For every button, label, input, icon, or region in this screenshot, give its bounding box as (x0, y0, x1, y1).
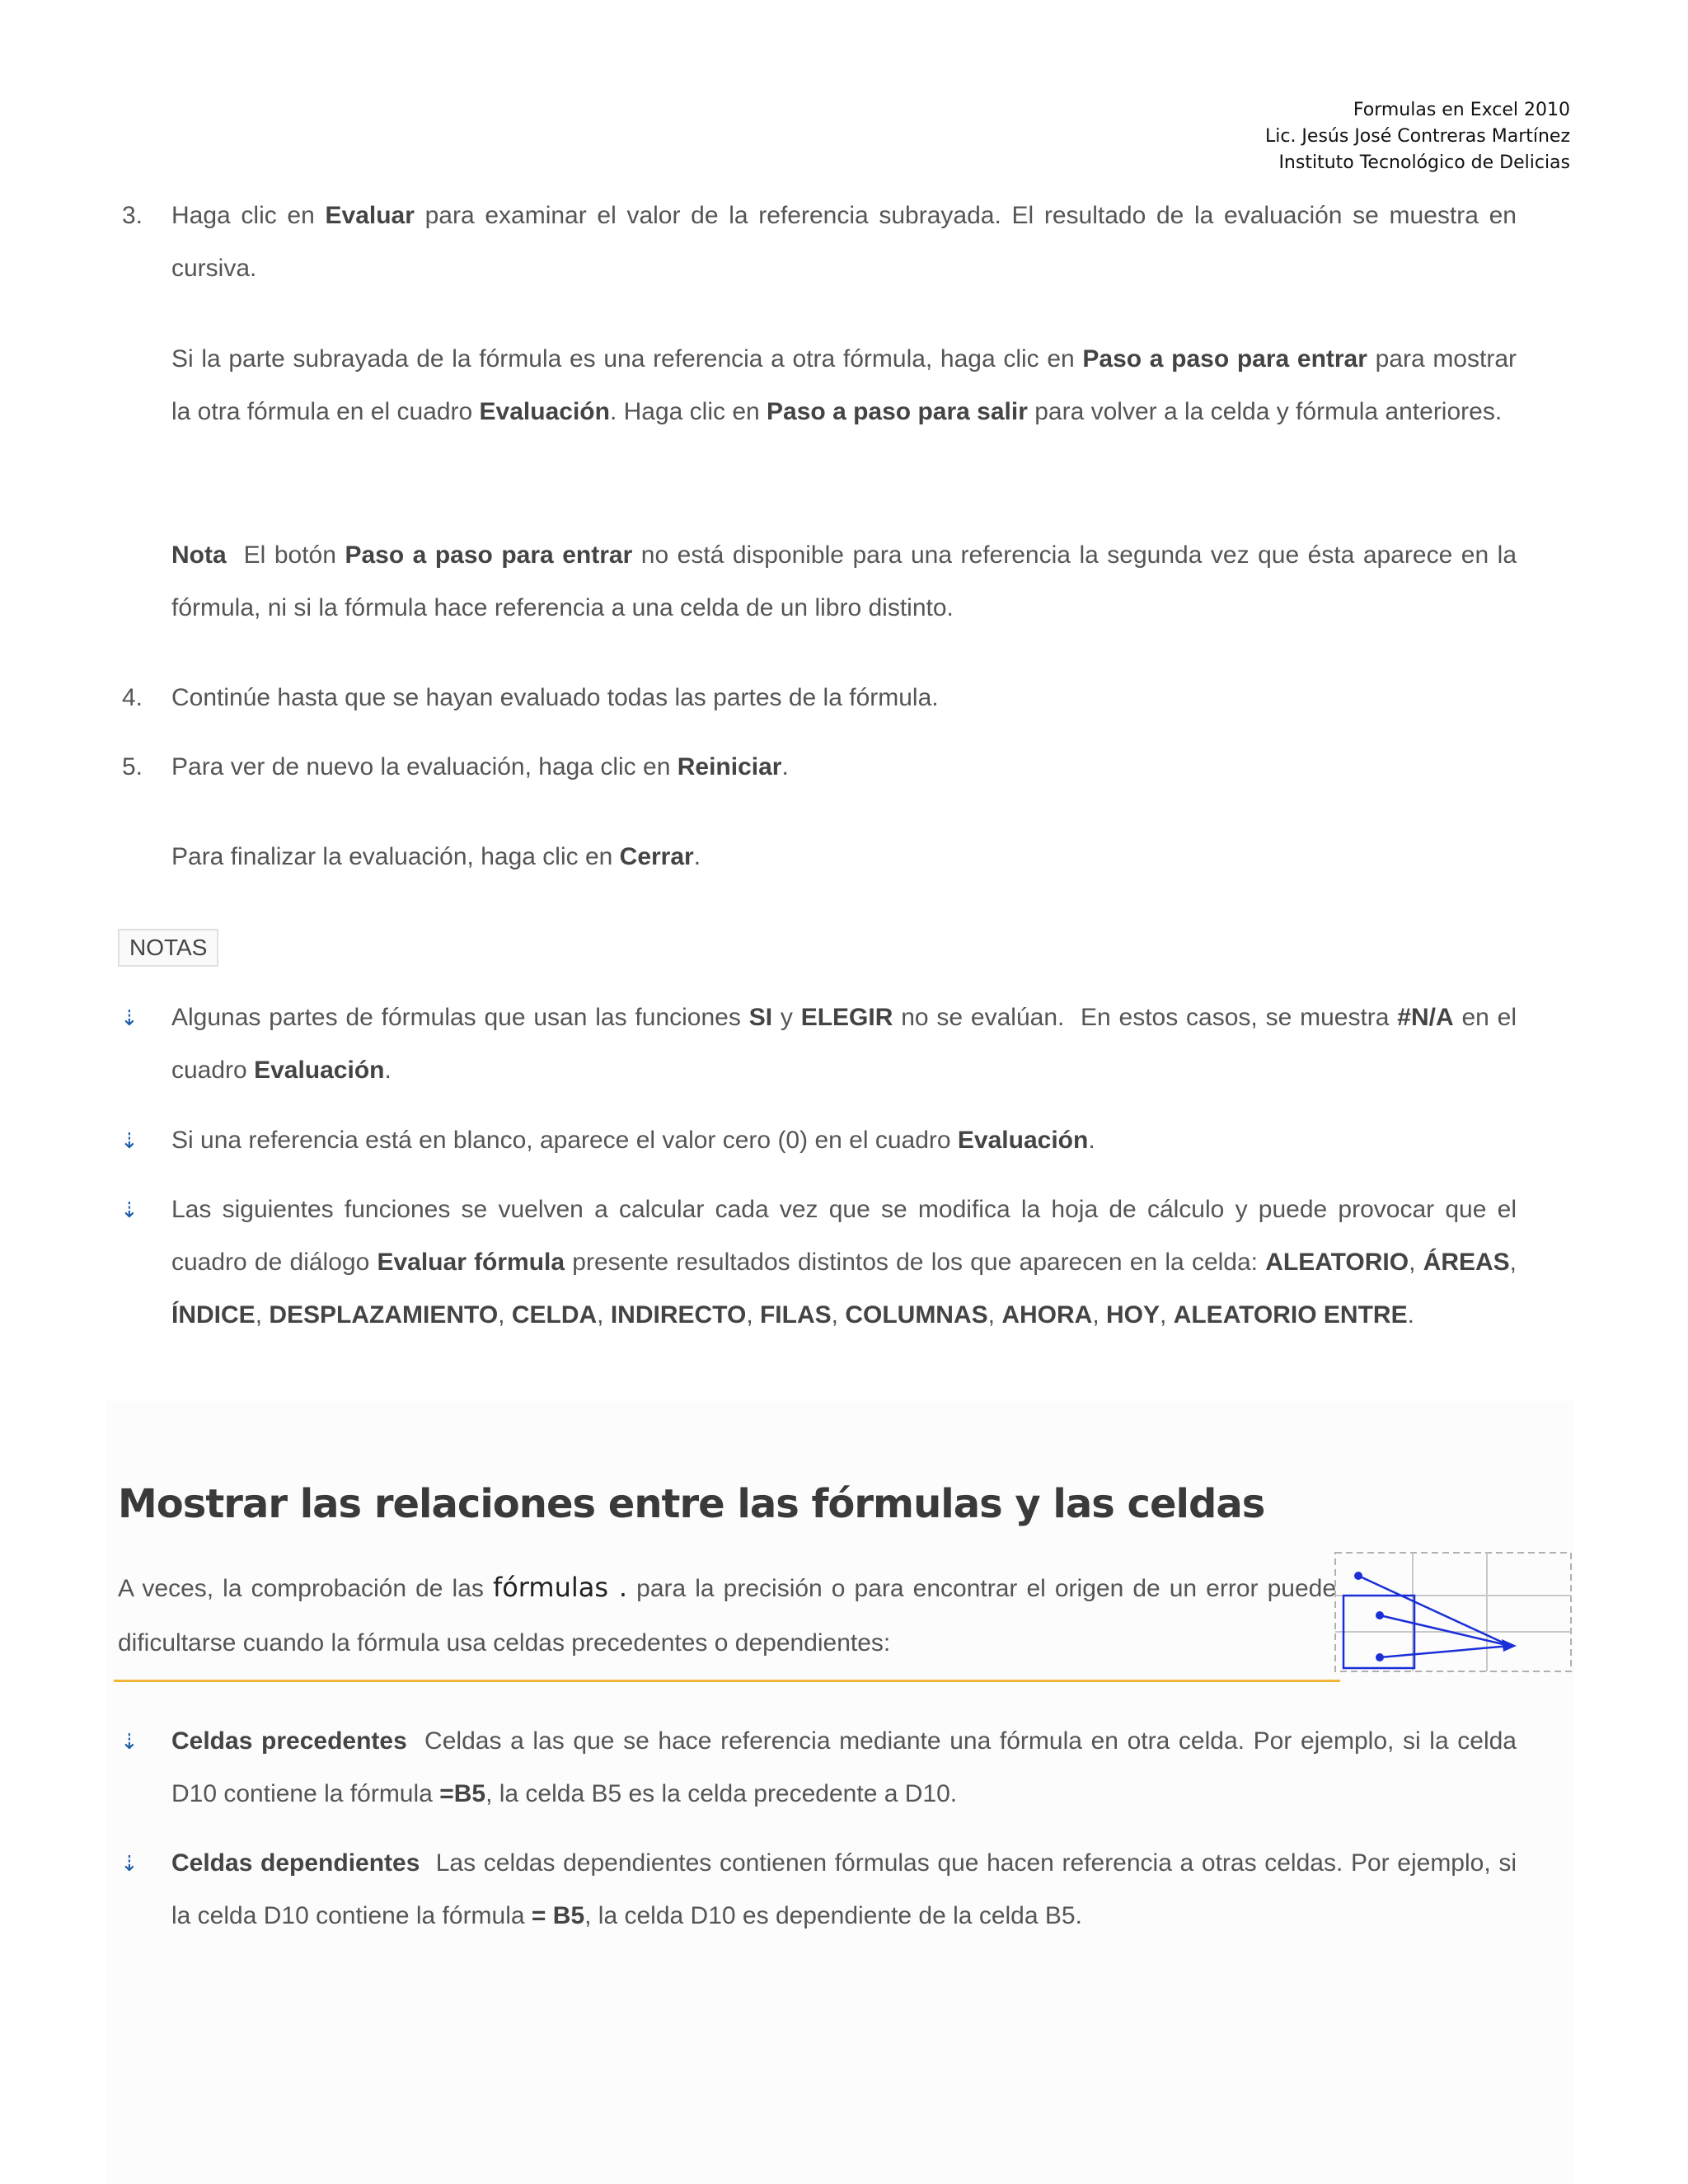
note-item (171, 1183, 1517, 1342)
bold-term: Evaluar (325, 202, 415, 229)
separator: , (1409, 1249, 1423, 1276)
step-number: 3. (122, 202, 143, 229)
text: Celdas a las que se hace referencia mediante una fórmula en otra celda. Por ejemplo, si la celda D10 contiene la fórmula (171, 1727, 1524, 1807)
bold-term: Evaluación (254, 1057, 385, 1084)
text: Haga clic en (171, 202, 326, 229)
text: , la celda D10 es dependiente de la celda B5. (584, 1902, 1082, 1929)
separator: , (255, 1301, 270, 1329)
arrow-down-bullet-icon: ⇣ (120, 1851, 138, 1876)
notas-label: NOTAS (118, 929, 218, 967)
bold-term: Paso a paso para entrar (345, 541, 633, 569)
text: . (781, 753, 789, 780)
header-institution: Instituto Tecnológico de Delicias (1278, 152, 1570, 173)
bold-term: Evaluar fórmula (377, 1249, 565, 1276)
step-4-text: Continúe hasta que se hayan evaluado todas las partes de la fórmula. (171, 684, 939, 711)
precedent-cells-item (171, 1715, 1524, 1821)
separator: , (1509, 1249, 1517, 1276)
text: presente resultados distintos de los que aparecen en la celda: (565, 1249, 1266, 1276)
step-3-text (171, 190, 1517, 295)
note-item (171, 991, 1517, 1097)
arrow-down-bullet-icon: ⇣ (120, 1197, 138, 1222)
separator: , (597, 1301, 611, 1329)
text: para examinar el valor de la referencia subrayada. El resultado de la evaluación se muestra en cursiva. (171, 202, 1517, 282)
step-number: 5. (122, 753, 143, 780)
header-author: Lic. Jesús José Contreras Martínez (1264, 126, 1570, 147)
separator: , (1092, 1301, 1106, 1329)
separator: , (746, 1301, 760, 1329)
text: en el cuadro (171, 1004, 1517, 1084)
function-name: ALEATORIO (1265, 1249, 1409, 1276)
text: , la celda B5 es la celda precedente a D10. (485, 1780, 958, 1807)
text: . (1088, 1127, 1095, 1154)
text: Para finalizar la evaluación, haga clic en (171, 843, 620, 870)
step-number: 4. (122, 684, 143, 711)
text: Si la parte subrayada de la fórmula es una referencia a otra fórmula, haga clic en (171, 345, 1083, 373)
accent-divider (114, 1680, 1340, 1682)
step-3-paragraph (171, 333, 1517, 438)
dependent-cells-item (171, 1837, 1524, 1943)
section-intro (118, 1560, 1336, 1671)
header-title: Formulas en Excel 2010 (1353, 100, 1570, 120)
bold-term: SI (748, 1004, 773, 1031)
function-name: ALEATORIO ENTRE (1173, 1301, 1408, 1329)
function-name: FILAS (759, 1301, 832, 1329)
note-label: Nota (171, 541, 227, 569)
bold-term: Celdas precedentes (171, 1727, 407, 1755)
step-5-paragraph (171, 831, 1517, 883)
text: para mostrar la otra fórmula en el cuadro (171, 345, 1517, 425)
function-name: ÍNDICE (171, 1301, 256, 1329)
text: Las siguientes funciones se vuelven a calcular cada vez que se modifica la hoja de cálculo y puede provocar que el cuadro de diálogo (171, 1196, 1517, 1276)
separator: , (498, 1301, 512, 1329)
separator: , (1160, 1301, 1174, 1329)
separator: , (831, 1301, 846, 1329)
formulas-term: fórmulas . (492, 1572, 628, 1603)
note-item (171, 1114, 1517, 1167)
function-name: ÁREAS (1423, 1249, 1510, 1276)
text: Para ver de nuevo la evaluación, haga clic en (171, 753, 678, 780)
tracer-arrows-icon (1334, 1551, 1573, 1673)
bold-term: Paso a paso para salir (767, 398, 1028, 425)
bold-term: #N/A (1397, 1004, 1454, 1031)
text: para volver a la celda y fórmula anteriores. (1027, 398, 1503, 425)
arrow-down-bullet-icon: ⇣ (120, 1729, 138, 1754)
text: no está disponible para una referencia la segunda vez que ésta aparece en la fórmula, ni si la fórmula hace referencia a una celda de un libro distinto. (171, 541, 1517, 621)
page-header (1265, 97, 1570, 176)
text: . Haga clic en (609, 398, 767, 425)
text: Algunas partes de fórmulas que usan las funciones (171, 1004, 749, 1031)
text: . (384, 1057, 392, 1084)
step-5-text (171, 741, 1517, 794)
text: El botón (226, 541, 345, 569)
bold-term: ELEGIR (800, 1004, 893, 1031)
function-name: COLUMNAS (845, 1301, 988, 1329)
bold-term: Evaluación (957, 1127, 1089, 1154)
bold-term: Paso a paso para entrar (1082, 345, 1367, 373)
bold-term: Celdas dependientes (171, 1849, 420, 1877)
separator: , (987, 1301, 1002, 1329)
bold-term: Reiniciar (677, 753, 782, 780)
text: Si una referencia está en blanco, aparece el valor cero (0) en el cuadro (171, 1127, 958, 1154)
text: y (772, 1004, 801, 1031)
function-name: CELDA (511, 1301, 598, 1329)
bold-term: Cerrar (619, 843, 694, 870)
bold-term: =B5 (439, 1780, 486, 1807)
text: A veces, la comprobación de las (118, 1575, 493, 1602)
bold-term: Evaluación (479, 398, 610, 425)
function-name: HOY (1106, 1301, 1160, 1329)
text: no se evalúan. En estos casos, se muestra (893, 1004, 1398, 1031)
function-name: INDIRECTO (610, 1301, 747, 1329)
arrow-down-bullet-icon: ⇣ (120, 1005, 138, 1030)
step-3-note (171, 529, 1517, 635)
function-name: DESPLAZAMIENTO (269, 1301, 499, 1329)
arrow-down-bullet-icon: ⇣ (120, 1128, 138, 1153)
bold-term: = B5 (531, 1902, 585, 1929)
function-name: AHORA (1001, 1301, 1093, 1329)
text: . (693, 843, 701, 870)
text: Las celdas dependientes contienen fórmulas que hacen referencia a otras celdas. Por ejemplo, si la celda D10 contiene la fórmula (171, 1849, 1524, 1929)
section-title: Mostrar las relaciones entre las fórmulas y las celdas (118, 1481, 1265, 1527)
text: . (1407, 1301, 1414, 1329)
text: para la precisión o para encontrar el origen de un error puede dificultarse cuando la fórmula usa celdas precedentes o dependientes: (118, 1575, 1337, 1657)
